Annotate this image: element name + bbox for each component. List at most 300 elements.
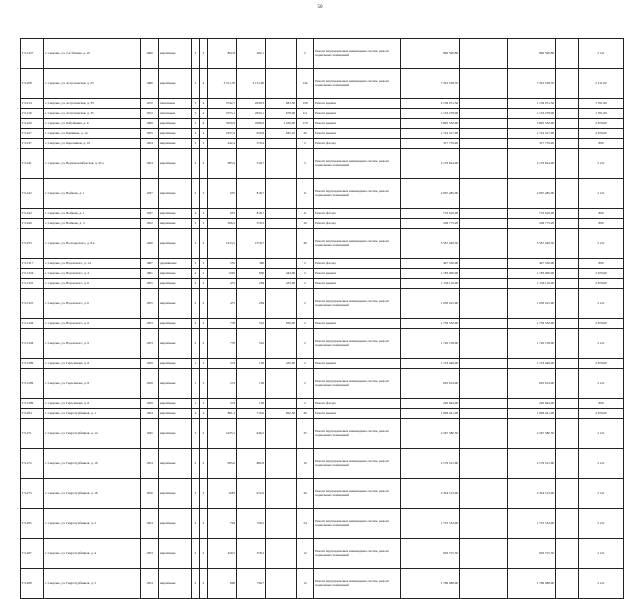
entrances-cell: 4 — [200, 109, 208, 119]
total-area-cell: 1295 — [208, 269, 237, 279]
empty-cell-cell — [556, 539, 579, 569]
floors-cell: 1 — [192, 359, 200, 369]
floors-cell: 5 — [192, 109, 200, 119]
total-area-cell: 778 — [208, 329, 237, 359]
living-area-cell: 882,8 — [237, 449, 266, 479]
total-cost-cell: 1 153 440,00 — [401, 359, 460, 369]
work-type-cell: Ремонт внутридомовых инженерных систем, ремонт подвальных помещений — [314, 369, 401, 399]
total-cost-cell: 1 156 110,00 — [401, 279, 460, 289]
fund-cost-cell: 1 848 441,00 — [508, 409, 556, 419]
wall-material-cell: кирпичные — [159, 539, 192, 569]
entrances-cell: 2 — [200, 319, 208, 329]
unit-cost-cell: 806 — [579, 209, 624, 219]
living-area-cell: 522 — [237, 319, 266, 329]
floors-cell: 3 — [192, 129, 200, 139]
work-type-cell: Ремонт внутридомовых инженерных систем, ремонт подвальных помещений — [314, 419, 401, 449]
roof-area-cell — [266, 259, 297, 269]
residents-cell: 16 — [297, 449, 314, 479]
empty-cell-cell — [556, 149, 579, 179]
entrances-cell: 3 — [200, 179, 208, 209]
wall-material-cell: панельные — [159, 109, 192, 119]
address-cell: г. Сызрань, ул. Володарского, д. 8 в — [44, 229, 141, 259]
build-year-cell: 1953 — [141, 329, 159, 359]
empty-cell-cell — [460, 289, 508, 319]
roof-area-cell — [266, 179, 297, 209]
table-row — [21, 139, 624, 149]
work-type-cell: Ремонт внутридомовых инженерных систем, ремонт подвальных помещений — [314, 449, 401, 479]
total-cost-cell: 1 759 530,00 — [401, 319, 460, 329]
entrances-cell: 2 — [200, 449, 208, 479]
table-row — [21, 409, 624, 419]
work-type-cell: Ремонт крыши — [314, 279, 401, 289]
unit-cost-cell: 2 670,00 — [579, 129, 624, 139]
living-area-cell: 830 — [237, 269, 266, 279]
work-type-cell: Ремонт внутридомовых инженерных систем, ремонт подвальных помещений — [314, 179, 401, 209]
build-year-cell: 1955 — [141, 279, 159, 289]
empty-cell-cell — [460, 509, 508, 539]
total-cost-cell: 458 775,20 — [401, 219, 460, 229]
empty-cell-cell — [460, 179, 508, 209]
wall-material-cell: кирпичные — [159, 319, 192, 329]
wall-material-cell: кирпичные — [159, 139, 192, 149]
address-cell: г. Сызрань, ул. Бабушкина, д. 6 — [44, 119, 141, 129]
total-area-cell: 794 — [208, 509, 237, 539]
entrances-cell: 4 — [200, 69, 208, 99]
fund-cost-cell: 220 844,00 — [508, 399, 556, 409]
unit-cost-cell: 2 211 — [579, 479, 624, 509]
total-cost-cell: 1 722 417,00 — [401, 129, 460, 139]
empty-cell-cell — [460, 119, 508, 129]
table-row — [21, 359, 624, 369]
total-cost-cell: 753 610,00 — [401, 209, 460, 219]
empty-cell-cell — [556, 219, 579, 229]
entrances-cell: 2 — [200, 279, 208, 289]
residents-cell: 2 — [297, 269, 314, 279]
entrances-cell: 2 — [200, 569, 208, 599]
address-cell: г. Сызрань, ул. Войкова, д. 3 — [44, 219, 141, 229]
empty-cell-cell — [556, 209, 579, 219]
address-cell: г. Сызрань, ул. Герасимова, д. 8 — [44, 369, 141, 399]
total-cost-cell: 317 776,40 — [401, 139, 460, 149]
total-area-cell: 985,9 — [208, 149, 237, 179]
empty-cell-cell — [460, 399, 508, 409]
living-area-cell: 2639,3 — [237, 99, 266, 109]
build-year-cell: 1954 — [141, 449, 159, 479]
wall-material-cell: кирпичные — [159, 219, 192, 229]
roof-area-cell: 1 459,00 — [266, 119, 297, 129]
unit-cost-cell: 2 211 — [579, 539, 624, 569]
unit-cost-cell: 2 211 — [579, 39, 624, 69]
fund-cost-cell: 605 814,00 — [508, 369, 556, 399]
object-id-cell: ГЗ-1324 — [21, 269, 44, 279]
living-area-cell: 972,6 — [237, 479, 266, 509]
roof-area-cell — [266, 369, 297, 399]
object-id-cell: ГЗ-264 — [21, 409, 44, 419]
unit-cost-cell: 2 670,00 — [579, 119, 624, 129]
living-area-cell: 736,7 — [237, 569, 266, 599]
living-area-cell: 719,6 — [237, 409, 266, 419]
table-row — [21, 179, 624, 209]
total-area-cell: 1057,6 — [208, 129, 237, 139]
work-type-cell: Ремонт крыши — [314, 109, 401, 119]
build-year-cell: 1972 — [141, 99, 159, 109]
empty-cell-cell — [556, 139, 579, 149]
table-row — [21, 209, 624, 219]
roof-area-cell — [266, 449, 297, 479]
total-cost-cell: 447 330,00 — [401, 259, 460, 269]
roof-area-cell — [266, 69, 297, 99]
fund-cost-cell: 1 720 158,00 — [508, 329, 556, 359]
empty-cell-cell — [460, 259, 508, 269]
object-id-cell: ГЗ-1299 — [21, 399, 44, 409]
residents-cell: 2 — [297, 139, 314, 149]
living-area-cell: 1576,7 — [237, 229, 266, 259]
table-row — [21, 259, 624, 269]
total-area-cell: 985,6 — [208, 449, 237, 479]
address-cell: г. Сызрань, ул. Астраханская, д. 33 — [44, 99, 141, 109]
object-id-cell: ГЗ-253 — [21, 229, 44, 259]
entrances-cell: 4 — [200, 99, 208, 109]
residents-cell: 11 — [297, 179, 314, 209]
living-area-cell: 650,8 — [237, 129, 266, 139]
address-cell: г. Сызрань, ул. Гидротурбинная, д. 4 — [44, 539, 141, 569]
total-area-cell: 778 — [208, 319, 237, 329]
empty-cell-cell — [556, 409, 579, 419]
roof-area-cell — [266, 509, 297, 539]
empty-cell-cell — [460, 149, 508, 179]
work-type-cell: Ремонт внутридомовых инженерных систем, ремонт подвальных помещений — [314, 69, 401, 99]
fund-cost-cell: 2 267 380,50 — [508, 419, 556, 449]
floors-cell: 2 — [192, 329, 200, 359]
residents-cell: 2 — [297, 369, 314, 399]
floors-cell: 2 — [192, 39, 200, 69]
unit-cost-cell: 2 670,00 — [579, 319, 624, 329]
total-cost-cell: 1 183 490,00 — [401, 269, 460, 279]
wall-material-cell: кирпичные — [159, 129, 192, 139]
wall-material-cell: деревянные — [159, 259, 192, 269]
address-cell: г. Сызрань, ул. Воровского, д. 6 — [44, 279, 141, 289]
empty-cell-cell — [460, 39, 508, 69]
wall-material-cell: кирпичные — [159, 149, 192, 179]
address-cell: г. Сызрань, ул. Гидротурбинная, д. 16 — [44, 449, 141, 479]
work-type-cell: Ремонт крыши — [314, 319, 401, 329]
floors-cell: 1 — [192, 399, 200, 409]
unit-cost-cell: 2 211 — [579, 419, 624, 449]
address-cell: г. Сызрань, ул. Войкова, д. 1 — [44, 179, 141, 209]
wall-material-cell: кирпичные — [159, 449, 192, 479]
total-area-cell: 569,2 — [208, 219, 237, 229]
entrances-cell: 2 — [200, 149, 208, 179]
object-id-cell: ГЗ-241 — [21, 149, 44, 179]
work-type-cell: Ремонт крыши — [314, 269, 401, 279]
total-cost-cell: 7 322 168,70 — [401, 69, 460, 99]
fund-cost-cell: 1 156 110,00 — [508, 279, 556, 289]
table-row — [21, 99, 624, 109]
table-row — [21, 289, 624, 319]
living-area-cell: 3 131,90 — [237, 69, 266, 99]
object-id-cell: ГЗ-220 — [21, 119, 44, 129]
work-type-cell: Ремонт крыши — [314, 359, 401, 369]
table-row — [21, 69, 624, 99]
entrances-cell: 2 — [200, 39, 208, 69]
entrances-cell: 2 — [200, 219, 208, 229]
fund-cost-cell: 317 776,40 — [508, 139, 556, 149]
empty-cell-cell — [556, 269, 579, 279]
empty-cell-cell — [460, 569, 508, 599]
table-row — [21, 319, 624, 329]
table-row — [21, 149, 624, 179]
living-area-cell: 818,7 — [237, 209, 266, 219]
object-id-cell: ГЗ-214 — [21, 99, 44, 109]
residents-cell: 111 — [297, 109, 314, 119]
unit-cost-cell: 2 211 — [579, 369, 624, 399]
total-area-cell: 3742,7 — [208, 99, 237, 109]
table-row — [21, 39, 624, 69]
wall-material-cell: панельные — [159, 99, 192, 109]
empty-cell-cell — [556, 119, 579, 129]
table-row — [21, 479, 624, 509]
floors-cell: 5 — [192, 69, 200, 99]
fund-cost-cell: 458 775,20 — [508, 219, 556, 229]
total-area-cell: 5050,9 — [208, 119, 237, 129]
unit-cost-cell: 2 211 — [579, 149, 624, 179]
floors-cell: 2 — [192, 279, 200, 289]
work-type-cell: Ремонт фасада — [314, 259, 401, 269]
total-cost-cell: 1 720 158,00 — [401, 329, 460, 359]
address-cell: г. Сызрань, ул. Воровского, д. 9 — [44, 319, 141, 329]
unit-cost-cell: 2 670,00 — [579, 279, 624, 289]
floors-cell: 1 — [192, 369, 200, 399]
residents-cell: 179 — [297, 119, 314, 129]
build-year-cell: 1945 — [141, 419, 159, 449]
build-year-cell: 1969 — [141, 119, 159, 129]
roof-area-cell: 432,00 — [266, 359, 297, 369]
roof-area-cell — [266, 139, 297, 149]
object-id-cell: ГЗ-249 — [21, 219, 44, 229]
table-body — [21, 39, 624, 599]
build-year-cell: 1972 — [141, 109, 159, 119]
work-type-cell: Ремонт крыши — [314, 119, 401, 129]
living-area-cell: 284 — [237, 289, 266, 319]
object-id-cell: ГЗ-216 — [21, 109, 44, 119]
floors-cell: 4 — [192, 269, 200, 279]
residents-cell: 2 — [297, 259, 314, 269]
unit-cost-cell: 806 — [579, 139, 624, 149]
fund-cost-cell: 3 895 530,00 — [508, 119, 556, 129]
work-type-cell: Ремонт внутридомовых инженерных систем, ремонт подвальных помещений — [314, 289, 401, 319]
entrances-cell: 3 — [200, 359, 208, 369]
total-cost-cell: 2 159 231,50 — [401, 99, 460, 109]
wall-material-cell: кирпичные — [159, 479, 192, 509]
empty-cell-cell — [460, 219, 508, 229]
floors-cell: 2 — [192, 569, 200, 599]
work-type-cell: Ремонт фасада — [314, 139, 401, 149]
table-row — [21, 329, 624, 359]
total-area-cell: 808 — [208, 569, 237, 599]
fund-cost-cell: 1 050 225,00 — [508, 289, 556, 319]
wall-material-cell: кирпичные — [159, 409, 192, 419]
object-id-cell: ГЗ-267 — [21, 539, 44, 569]
build-year-cell: 1953 — [141, 319, 159, 329]
address-cell: г. Сызрань, ул. Войкова, д. 1 — [44, 209, 141, 219]
table-row — [21, 269, 624, 279]
entrances-cell: 2 — [200, 509, 208, 539]
roof-area-cell — [266, 479, 297, 509]
total-cost-cell: 2 267 380,50 — [401, 419, 460, 449]
table-row — [21, 229, 624, 259]
residents-cell: 128 — [297, 99, 314, 109]
floors-cell: 5 — [192, 119, 200, 129]
empty-cell-cell — [460, 99, 508, 109]
residents-cell: 40 — [297, 229, 314, 259]
roof-area-cell: 443,00 — [266, 269, 297, 279]
living-area-cell: 519,7 — [237, 149, 266, 179]
table-row — [21, 419, 624, 449]
living-area-cell: 378,2 — [237, 539, 266, 569]
floors-cell: 2 — [192, 139, 200, 149]
address-cell: г. Сызрань, ул. Воровского, д. 4 — [44, 269, 141, 279]
table-row — [21, 119, 624, 129]
address-cell: г. Сызрань, ул. Гидротурбинная, д. 18 — [44, 479, 141, 509]
empty-cell-cell — [556, 369, 579, 399]
roof-area-cell — [266, 219, 297, 229]
address-cell: г. Сызрань, ул. Герасимова, д. 8 — [44, 399, 141, 409]
fund-cost-cell: 1 153 440,00 — [508, 359, 556, 369]
object-id-cell: ГЗ-1299 — [21, 369, 44, 399]
total-area-cell: 475 — [208, 279, 237, 289]
work-type-cell: Ремонт внутридомовых инженерных систем, ремонт подвальных помещений — [314, 509, 401, 539]
total-cost-cell: 890 590,88 — [401, 39, 460, 69]
residents-cell: 2 — [297, 279, 314, 289]
fund-cost-cell: 929 725,50 — [508, 539, 556, 569]
fund-cost-cell: 890 590,88 — [508, 39, 556, 69]
empty-cell-cell — [460, 69, 508, 99]
living-area-cell: 370,2 — [237, 219, 266, 229]
empty-cell-cell — [460, 229, 508, 259]
build-year-cell: 1937 — [141, 209, 159, 219]
wall-material-cell: кирпичные — [159, 419, 192, 449]
total-cost-cell: 1 755 534,00 — [401, 509, 460, 539]
wall-material-cell: кирпичные — [159, 119, 192, 129]
roof-area-cell — [266, 229, 297, 259]
unit-cost-cell: 2 670,00 — [579, 269, 624, 279]
floors-cell: 2 — [192, 409, 200, 419]
empty-cell-cell — [556, 449, 579, 479]
total-area-cell: 3753,1 — [208, 109, 237, 119]
total-cost-cell: 605 814,00 — [401, 369, 460, 399]
floors-cell: 2 — [192, 289, 200, 319]
table-row — [21, 219, 624, 229]
roof-area-cell — [266, 419, 297, 449]
table-row — [21, 569, 624, 599]
build-year-cell: 1961 — [141, 269, 159, 279]
empty-cell-cell — [556, 419, 579, 449]
residents-cell: 11 — [297, 209, 314, 219]
total-cost-cell: 220 844,00 — [401, 399, 460, 409]
work-type-cell: Ремонт внутридомовых инженерных систем, ремонт подвальных помещений — [314, 569, 401, 599]
entrances-cell: 2 — [200, 269, 208, 279]
empty-cell-cell — [460, 209, 508, 219]
total-area-cell: 935 — [208, 179, 237, 209]
roof-area-cell — [266, 569, 297, 599]
work-type-cell: Ремонт внутридомовых инженерных систем, ремонт подвальных помещений — [314, 149, 401, 179]
floors-cell: 2 — [192, 509, 200, 539]
total-cost-cell: 3 567 448,50 — [401, 229, 460, 259]
object-id-cell: ГЗ-271 — [21, 419, 44, 449]
unit-cost-cell: 2 211 — [579, 179, 624, 209]
residents-cell: 2 — [297, 289, 314, 319]
floors-cell: 2 — [192, 319, 200, 329]
empty-cell-cell — [556, 569, 579, 599]
empty-cell-cell — [460, 359, 508, 369]
empty-cell-cell — [460, 539, 508, 569]
unit-cost-cell: 2 211 — [579, 229, 624, 259]
floors-cell: 2 — [192, 179, 200, 209]
build-year-cell: 1954 — [141, 149, 159, 179]
empty-cell-cell — [556, 129, 579, 139]
residents-cell: 12 — [297, 539, 314, 569]
table-row — [21, 129, 624, 139]
build-year-cell: 1960 — [141, 39, 159, 69]
empty-cell-cell — [556, 329, 579, 359]
build-year-cell: 1955 — [141, 289, 159, 319]
build-year-cell: 1940 — [141, 229, 159, 259]
work-type-cell: Ремонт внутридомовых инженерных систем, ремонт подвальных помещений — [314, 39, 401, 69]
empty-cell-cell — [556, 39, 579, 69]
roof-area-cell — [266, 289, 297, 319]
build-year-cell: 1954 — [141, 139, 159, 149]
total-cost-cell: 1 848 441,00 — [401, 409, 460, 419]
fund-cost-cell: 2 179 824,90 — [508, 149, 556, 179]
address-cell: г. Сызрань, ул. Воровского, д. 9 — [44, 329, 141, 359]
address-cell: г. Сызрань, ул. Воровского, д. 6 — [44, 289, 141, 319]
residents-cell: 2 — [297, 39, 314, 69]
build-year-cell: 1967 — [141, 259, 159, 269]
residents-cell: 35 — [297, 419, 314, 449]
roof-area-cell: 433,00 — [266, 279, 297, 289]
object-id-cell: ГЗ-208 — [21, 69, 44, 99]
residents-cell: 5 — [297, 149, 314, 179]
empty-cell-cell — [556, 289, 579, 319]
build-year-cell: 1929 — [141, 359, 159, 369]
entrances-cell: 2 — [200, 289, 208, 319]
build-year-cell: 1929 — [141, 399, 159, 409]
housing-repair-table — [20, 38, 624, 599]
unit-cost-cell: 1 701,00 — [579, 109, 624, 119]
fund-cost-cell: 1 183 490,00 — [508, 269, 556, 279]
wall-material-cell: кирпичные — [159, 209, 192, 219]
empty-cell-cell — [556, 359, 579, 369]
table-row — [21, 279, 624, 289]
work-type-cell: Ремонт внутридомовых инженерных систем, ремонт подвальных помещений — [314, 479, 401, 509]
total-area-cell: 274 — [208, 399, 237, 409]
object-id-cell: ГЗ-1327 — [21, 39, 44, 69]
unit-cost-cell: 2 211,00 — [579, 69, 624, 99]
wall-material-cell: кирпичные — [159, 509, 192, 539]
address-cell: г. Сызрань, ул. Гидротурбинная, д. 2 — [44, 509, 141, 539]
work-type-cell: Ремонт фасада — [314, 399, 401, 409]
object-id-cell: ГЗ-1325 — [21, 289, 44, 319]
wall-material-cell: кирпичные — [159, 179, 192, 209]
address-cell: г. Сызрань, ул. Бекякина, д. 14 — [44, 129, 141, 139]
total-area-cell: 274 — [208, 369, 237, 399]
total-cost-cell: 2 067 285,00 — [401, 179, 460, 209]
wall-material-cell: кирпичные — [159, 569, 192, 599]
build-year-cell: 1954 — [141, 409, 159, 419]
living-area-cell: 4586,9 — [237, 119, 266, 129]
floors-cell: 2 — [192, 479, 200, 509]
address-cell: г. Сызрань, ул. Астраханская, д. 35 — [44, 109, 141, 119]
